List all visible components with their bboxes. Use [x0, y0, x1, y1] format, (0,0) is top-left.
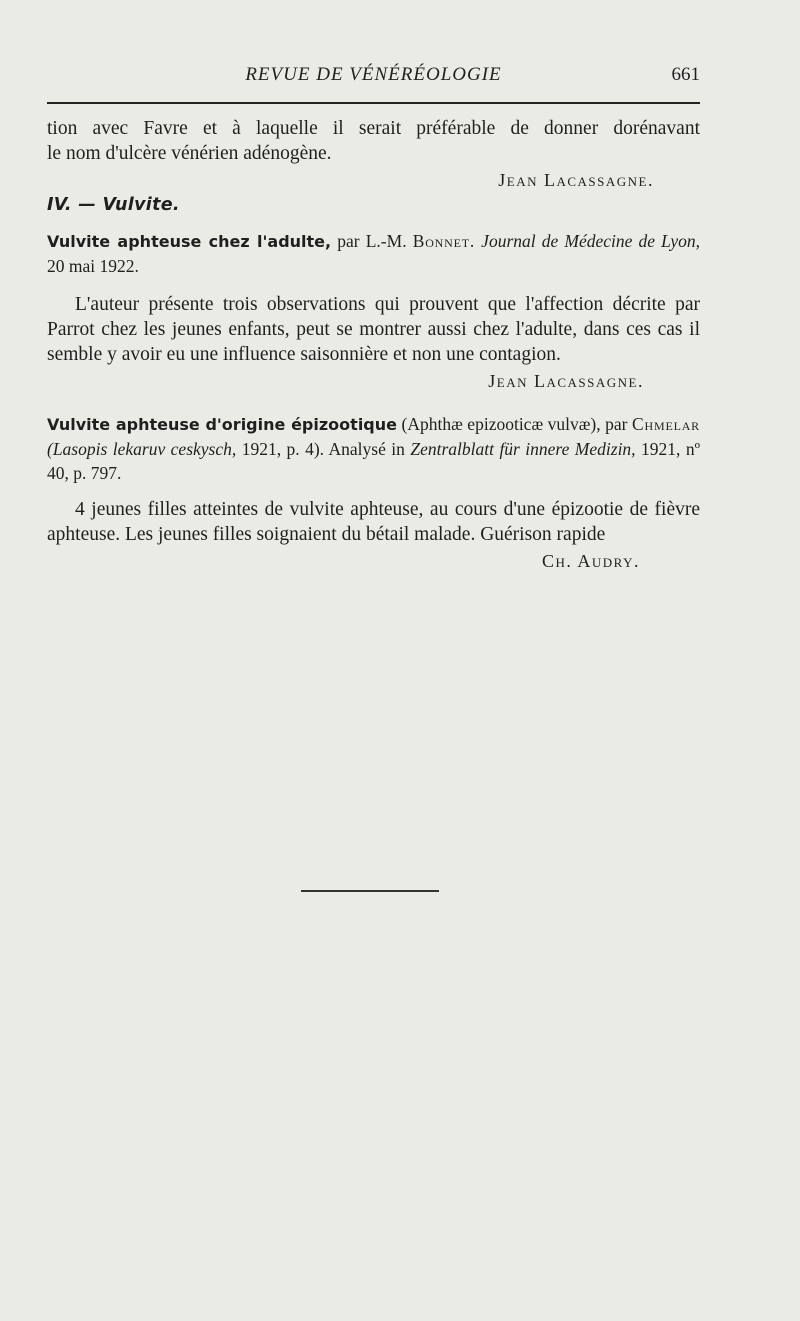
- continuation-signature: Jean Lacassagne.: [498, 170, 654, 190]
- continuation-line-1: tion avec Favre et à laquelle il serait préférable de donner dorénavant: [47, 118, 700, 139]
- header-rule: [47, 102, 700, 104]
- entry-2-journal-2: Zentralblatt für innere Medizin,: [410, 439, 636, 459]
- entry-2-latin: (Aphthæ epizooticæ vulvæ), par: [401, 414, 628, 434]
- entry-2-citation: [47, 412, 700, 485]
- continuation-line-2: le nom d'ulcère vénérien adénogène.: [47, 143, 332, 164]
- entry-1-date: 20 mai 1922.: [47, 256, 139, 276]
- running-title: REVUE DE VÉNÉRÉOLOGIE: [245, 64, 502, 85]
- page: [47, 60, 700, 572]
- entry-1-text: L'auteur présente trois observations qui prouvent que l'affection décrite par Parrot chez les jeunes enfants, peut se montrer aussi chez l'adulte, dans ces cas il semble y avoir eu une influence saisonnière et non une contagion.: [47, 294, 700, 365]
- entry-2-journal: (Lasopis lekaruv ceskysch,: [47, 439, 237, 459]
- entry-1-author: Bonnet.: [412, 231, 476, 251]
- entry-1-title: Vulvite aphteuse chez l'adulte,: [47, 232, 332, 251]
- entry-2-ref: 1921, p. 4). Analysé in: [241, 439, 405, 459]
- entry-2-ref-2: 1921, nº 40, p. 797.: [47, 439, 701, 483]
- closing-divider: [301, 890, 439, 892]
- entry-2-text: 4 jeunes filles atteintes de vulvite aphteuse, au cours d'une épizootie de fièvre aphteuse. Les jeunes filles soignaient du bétail malade. Guérison rapide: [47, 499, 700, 545]
- section-heading: IV. — Vulvite.: [47, 195, 180, 215]
- entry-2-author: Chmelar: [632, 414, 700, 434]
- entry-1-signature: Jean Lacassagne.: [488, 371, 644, 391]
- entry-2-title: Vulvite aphteuse d'origine épizootique: [47, 415, 397, 434]
- entry-2-signature: Ch. Audry.: [541, 551, 640, 571]
- page-number: 661: [671, 64, 700, 85]
- entry-1-journal: Journal de Médecine de Lyon,: [481, 231, 701, 251]
- entry-1-citation: [47, 229, 700, 278]
- page-header: [47, 60, 700, 92]
- entry-1-by: par L.-M.: [337, 231, 407, 251]
